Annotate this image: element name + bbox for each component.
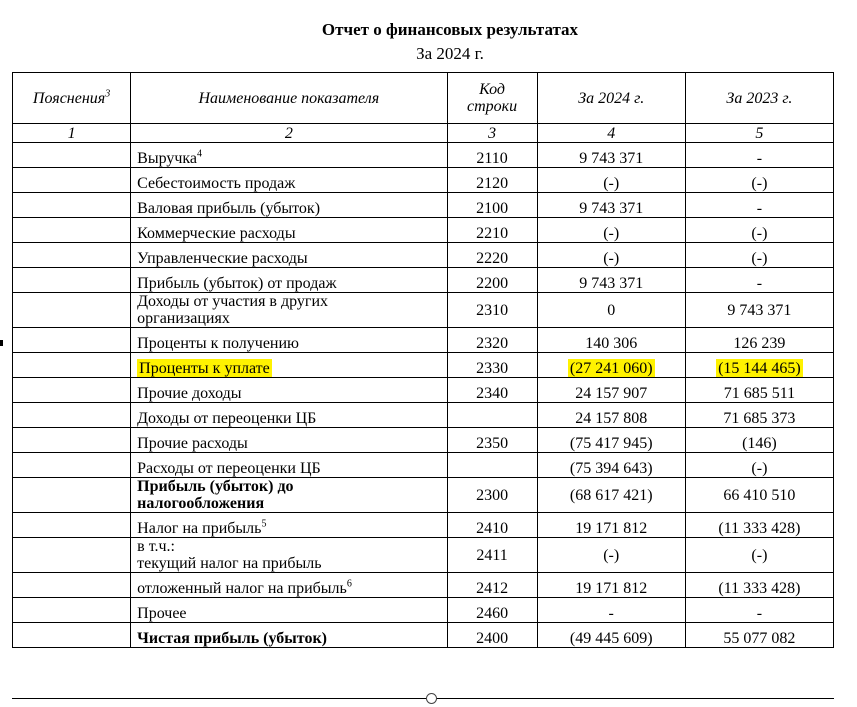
- indicator-name: Прочее: [131, 598, 447, 623]
- table-row: [13, 403, 834, 428]
- table-row: [13, 428, 834, 453]
- indicator-name: Налог на прибыль$^5$: [131, 513, 447, 538]
- table-row: [13, 623, 834, 648]
- indicator-name: отложенный налог на прибыль$^6$: [131, 573, 447, 598]
- explanation-cell: [13, 268, 131, 293]
- line-code: 2100: [447, 193, 537, 218]
- value-2024: -: [537, 598, 685, 623]
- table-row: [13, 378, 834, 403]
- header-year-previous: За 2023 г.: [685, 73, 833, 124]
- explanation-cell: [13, 378, 131, 403]
- indicator-name: Выручка$^4$: [131, 143, 447, 168]
- value-2024: 19 171 812: [537, 513, 685, 538]
- value-2023: 126 239: [685, 328, 833, 353]
- line-code: 2110: [447, 143, 537, 168]
- line-code: 2412: [447, 573, 537, 598]
- column-number: 5: [685, 124, 833, 143]
- table-row: [13, 513, 834, 538]
- value-2024: [537, 353, 685, 378]
- value-2024: 24 157 808: [537, 403, 685, 428]
- line-code: [447, 453, 537, 478]
- value-2024: (68 617 421): [537, 478, 685, 513]
- resize-handle[interactable]: [426, 693, 437, 704]
- table-row: [13, 293, 834, 328]
- table-row: [13, 143, 834, 168]
- value-2024: (49 445 609): [537, 623, 685, 648]
- indicator-name: Чистая прибыль (убыток): [131, 623, 447, 648]
- value-2024: (75 394 643): [537, 453, 685, 478]
- value-2024: (-): [537, 243, 685, 268]
- value-2024: 19 171 812: [537, 573, 685, 598]
- table-row: [13, 168, 834, 193]
- explanation-cell: [13, 623, 131, 648]
- value-2023: 71 685 511: [685, 378, 833, 403]
- highlight-mark: (15 144 465): [718, 360, 801, 377]
- header-indicator: Наименование показателя: [131, 73, 447, 124]
- table-row: [13, 538, 834, 573]
- indicator-name: Прибыль (убыток) от продаж: [131, 268, 447, 293]
- explanation-cell: [13, 478, 131, 513]
- table-row: [13, 328, 834, 353]
- column-number: 3: [447, 124, 537, 143]
- table-row: [13, 453, 834, 478]
- explanation-cell: [13, 168, 131, 193]
- value-2024: 24 157 907: [537, 378, 685, 403]
- table-row: [13, 243, 834, 268]
- value-2024: (75 417 945): [537, 428, 685, 453]
- line-code: 2310: [447, 293, 537, 328]
- margin-mark: [0, 340, 3, 346]
- table-row: [13, 573, 834, 598]
- line-code: 2350: [447, 428, 537, 453]
- line-code: [447, 403, 537, 428]
- line-code: 2330: [447, 353, 537, 378]
- column-number-row: [13, 124, 834, 143]
- explanation-cell: [13, 328, 131, 353]
- indicator-name: Проценты к получению: [131, 328, 447, 353]
- value-2023: [685, 353, 833, 378]
- value-2024: (-): [537, 538, 685, 573]
- line-code: 2400: [447, 623, 537, 648]
- indicator-name: [131, 353, 447, 378]
- value-2024: 0: [537, 293, 685, 328]
- explanation-cell: [13, 243, 131, 268]
- explanation-cell: [13, 403, 131, 428]
- line-code: 2320: [447, 328, 537, 353]
- value-2023: -: [685, 598, 833, 623]
- value-2023: 71 685 373: [685, 403, 833, 428]
- column-number: 2: [131, 124, 447, 143]
- header-explanations: Пояснения$^3$: [13, 73, 131, 124]
- value-2023: -: [685, 143, 833, 168]
- explanation-cell: [13, 538, 131, 573]
- indicator-name: Прочие расходы: [131, 428, 447, 453]
- line-code: 2210: [447, 218, 537, 243]
- value-2023: (-): [685, 453, 833, 478]
- explanation-cell: [13, 598, 131, 623]
- explanation-cell: [13, 573, 131, 598]
- value-2024: 9 743 371: [537, 268, 685, 293]
- value-2024: (-): [537, 168, 685, 193]
- table-row: [13, 193, 834, 218]
- value-2023: (146): [685, 428, 833, 453]
- explanation-cell: [13, 143, 131, 168]
- value-2023: (-): [685, 218, 833, 243]
- value-2023: 66 410 510: [685, 478, 833, 513]
- value-2024: 140 306: [537, 328, 685, 353]
- indicator-name: Прибыль (убыток) до налогообложения: [131, 478, 447, 513]
- line-code: 2460: [447, 598, 537, 623]
- explanation-cell: [13, 353, 131, 378]
- report-period: За 2024 г.: [416, 44, 484, 63]
- header-code: Код строки: [447, 73, 537, 124]
- line-code: 2220: [447, 243, 537, 268]
- value-2023: -: [685, 193, 833, 218]
- financial-results-table: [12, 72, 834, 648]
- highlight-mark: (27 241 060): [569, 360, 653, 377]
- value-2023: (-): [685, 538, 833, 573]
- column-number: 1: [13, 124, 131, 143]
- explanation-cell: [13, 513, 131, 538]
- line-code: 2411: [447, 538, 537, 573]
- table-row: [13, 268, 834, 293]
- highlight-mark: Проценты к уплате: [139, 360, 270, 377]
- indicator-name: Доходы от переоценки ЦБ: [131, 403, 447, 428]
- header-year-current: За 2024 г.: [537, 73, 685, 124]
- value-2023: 55 077 082: [685, 623, 833, 648]
- table-row: [13, 218, 834, 243]
- line-code: 2200: [447, 268, 537, 293]
- table-row-highlighted: [13, 353, 834, 378]
- indicator-name: Расходы от переоценки ЦБ: [131, 453, 447, 478]
- line-code: 2410: [447, 513, 537, 538]
- explanation-cell: [13, 218, 131, 243]
- indicator-name: Управленческие расходы: [131, 243, 447, 268]
- table-row: [13, 598, 834, 623]
- column-number: 4: [537, 124, 685, 143]
- indicator-name: Валовая прибыль (убыток): [131, 193, 447, 218]
- value-2024: (-): [537, 218, 685, 243]
- value-2023: (11 333 428): [685, 513, 833, 538]
- line-code: 2300: [447, 478, 537, 513]
- value-2024: 9 743 371: [537, 143, 685, 168]
- explanation-cell: [13, 293, 131, 328]
- indicator-name: Коммерческие расходы: [131, 218, 447, 243]
- explanation-cell: [13, 453, 131, 478]
- table-row: [13, 478, 834, 513]
- explanation-cell: [13, 193, 131, 218]
- value-2023: 9 743 371: [685, 293, 833, 328]
- value-2023: (11 333 428): [685, 573, 833, 598]
- indicator-name: Прочие доходы: [131, 378, 447, 403]
- line-code: 2120: [447, 168, 537, 193]
- indicator-name: Себестоимость продаж: [131, 168, 447, 193]
- table-header-row: [13, 73, 834, 124]
- indicator-name: в т.ч.: текущий налог на прибыль: [131, 538, 447, 573]
- report-title: Отчет о финансовых результатах: [321, 20, 579, 39]
- line-code: 2340: [447, 378, 537, 403]
- indicator-name: Доходы от участия в других организациях: [131, 293, 447, 328]
- explanation-cell: [13, 428, 131, 453]
- value-2023: (-): [685, 243, 833, 268]
- value-2023: (-): [685, 168, 833, 193]
- value-2024: 9 743 371: [537, 193, 685, 218]
- value-2023: -: [685, 268, 833, 293]
- selection-line: [12, 698, 834, 699]
